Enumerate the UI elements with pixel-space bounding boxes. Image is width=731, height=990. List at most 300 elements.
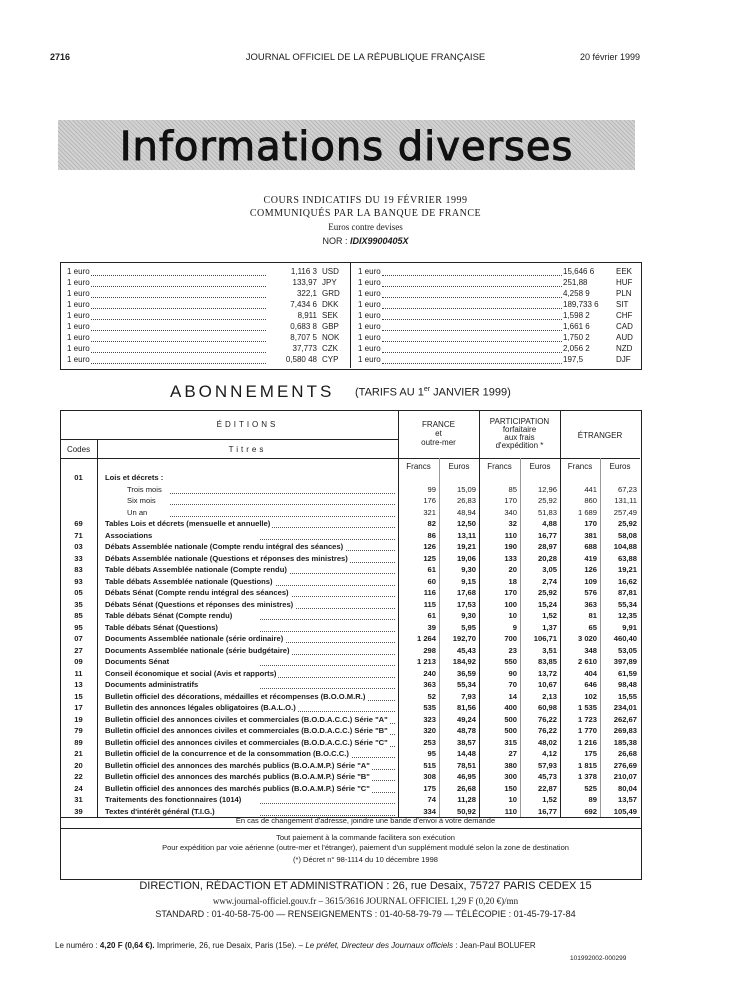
row-value: 12,35 [617,611,637,620]
row-code: 07 [74,634,83,643]
page-number: 2716 [50,52,71,62]
tarif-post: JANVIER 1999) [430,386,511,399]
row-value: 90 [508,668,517,678]
row-value: 74 [427,795,436,804]
table-row [60,554,640,564]
row-value: 53,05 [617,645,637,655]
rate-leader [382,319,562,320]
note-changement: En cas de changement d'adresse, joindre une bande d'envoi à votre demande [235,816,496,825]
row-leader [260,665,395,666]
row-value: 57,93 [537,760,557,770]
nor-value: IDIX9900405X [349,236,409,246]
rate-currency: EEK [616,267,633,276]
rate-leader [382,341,562,342]
row-title: Débats Sénat (Questions et réponses des ministres) [105,599,294,609]
row-value: 2,13 [542,691,557,701]
rate-currency: USD [322,267,339,276]
row-value: 61,59 [617,668,637,678]
row-value: 22,87 [537,783,557,793]
row-value: 500 [504,726,517,735]
row-code: 95 [74,622,83,632]
row-value: 190 [504,542,517,551]
rate-unit: 1 euro [358,322,381,331]
rate-row-left [67,322,342,332]
row-value: 61 [427,611,436,620]
cours-subtitle: COMMUNIQUÉS PAR LA BANQUE DE FRANCE [249,208,482,219]
row-code: 83 [74,565,83,574]
row-value: 39 [427,622,436,632]
row-code: 79 [74,726,83,735]
rate-leader [91,363,266,364]
row-value: 348 [584,645,597,655]
rate-unit: 1 euro [67,278,90,287]
row-value: 234,01 [613,703,637,712]
table-row [60,473,640,483]
row-code: 31 [74,795,83,804]
table-row [60,519,640,529]
rate-unit: 1 euro [67,333,90,342]
row-value: 308 [423,772,436,781]
row-leader [260,803,395,804]
row-value: 126 [584,565,597,574]
row-value: 26,83 [456,496,476,505]
journal-title: JOURNAL OFFICIEL DE LA RÉPUBLIQUE FRANÇAISE [245,52,486,63]
table-row [60,749,640,759]
row-value: 550 [504,657,517,666]
row-value: 688 [584,542,597,551]
row-value: 2 610 [577,657,597,666]
row-value: 2,74 [542,576,557,586]
row-value: 13,11 [457,530,476,540]
row-code: 35 [74,599,83,609]
row-value: 10 [508,795,517,804]
row-value: 98,48 [617,680,637,689]
row-value: 9 [512,622,517,632]
rate-currency: CHF [616,311,633,320]
direction-web: www.journal-officiel.gouv.fr – 3615/3616 JOURNAL OFFICIEL 1,29 F (0,20 €)/mn [212,896,519,906]
row-value: 76,22 [537,714,557,724]
cours-title: COURS INDICATIFS DU 19 FÉVRIER 1999 [263,195,468,206]
row-line-sub [398,458,640,459]
sub-francs-3: Francs [567,462,593,471]
rate-currency: DJF [616,355,631,364]
row-value: 184,92 [452,657,476,666]
row-value: 240 [423,668,436,678]
row-title: Débats Sénat (Compte rendu intégral des séances) [105,588,289,597]
table-row [60,807,640,817]
footer-rest: Imprimerie, 26, rue Desaix, Paris (15e). – [154,941,306,950]
row-value: 63,88 [617,553,637,563]
rate-value: 7,434 6 [290,300,317,309]
header-part-l2: forfaitaire [502,425,537,434]
table-row [60,634,640,644]
table-row [60,646,640,656]
row-value: 51,83 [537,507,557,517]
rate-row-left [67,289,342,299]
row-title: Table débats Assemblée nationale (Questions) [105,576,273,586]
rate-row-right [358,311,633,321]
rate-currency: CZK [322,344,338,353]
table-row [60,680,640,690]
rate-value: 1,116 3 [290,267,317,276]
row-value: 400 [504,703,517,712]
row-value: 1,52 [542,795,557,804]
row-value: 363 [584,599,597,609]
header-titres: Titres [228,445,267,454]
row-code: 01 [74,473,83,482]
row-value: 12,96 [537,484,557,494]
row-leader [260,539,395,540]
row-title: Débats Assemblée nationale (Compte rendu intégral des séances) [105,542,344,551]
rate-currency: CYP [322,355,339,364]
row-value: 89 [588,795,597,804]
row-value: 19,06 [456,553,476,563]
row-title: Associations [105,530,153,540]
footer-label: Le numéro : [55,941,100,950]
header-etranger: ÉTRANGER [577,431,623,440]
row-value: 150 [504,783,517,793]
row-value: 175 [423,783,436,793]
row-value: 700 [504,634,517,643]
row-value: 70 [508,680,517,689]
rate-currency: PLN [616,289,632,298]
row-value: 10,67 [537,680,557,689]
row-value: 76,22 [537,726,557,735]
row-code: 13 [74,680,83,689]
rate-leader [91,286,266,287]
row-value: 15,24 [537,599,557,609]
rate-leader [91,352,266,353]
row-value: 95 [427,749,436,758]
row-value: 25,92 [537,588,557,597]
row-value: 17,53 [456,599,476,609]
rate-unit: 1 euro [67,355,90,364]
rate-row-right [358,267,633,277]
row-value: 131,11 [614,496,637,505]
row-code: 21 [74,749,83,758]
row-code: 39 [74,806,83,816]
rates-divider [350,262,351,368]
row-value: 25,92 [537,496,557,505]
row-title: Bulletin officiel des annonces des marchés publics (B.O.A.M.P.) Série "A" [105,760,370,770]
row-value: 61 [427,565,436,574]
row-value: 175 [584,749,597,758]
direction-address: DIRECTION, RÉDACTION ET ADMINISTRATION : 26, rue Desaix, 75727 PARIS CEDEX 15 [139,880,592,892]
rate-currency: GRD [322,289,340,298]
rate-leader [382,297,562,298]
rate-unit: 1 euro [358,278,381,287]
header-codes: Codes [66,445,91,454]
rate-value: 197,5 [563,355,584,364]
rate-row-left [67,300,342,310]
row-value: 363 [423,680,436,689]
rate-value: 0,580 48 [285,355,317,364]
row-value: 315 [504,737,517,747]
rate-currency: SIT [616,300,629,309]
row-code: 05 [74,588,83,597]
banner [58,120,635,170]
row-leader [170,493,395,494]
rate-row-left [67,267,342,277]
row-code: 20 [74,760,83,770]
row-value: 12,50 [456,519,476,528]
row-value: 515 [423,760,436,770]
row-value: 262,67 [613,714,637,724]
row-value: 52 [427,691,436,701]
row-code: 22 [74,772,83,781]
row-value: 13,72 [537,668,557,678]
table-row [60,600,640,610]
row-value: 102 [584,691,597,701]
row-code: 11 [74,668,83,678]
row-value: 14,48 [456,749,476,758]
rate-value: 1,661 6 [563,322,590,331]
header-part-l1: PARTICIPATION [489,417,550,426]
rate-value: 1,598 2 [563,311,590,320]
row-title: Bulletin officiel des annonces civiles et commerciales (B.O.D.A.C.C.) Série "A" [105,714,388,724]
row-value: 45,43 [456,645,476,655]
row-title: Documents administratifs [105,680,199,689]
row-value: 81,56 [456,703,476,712]
row-title: Textes d'intérêt général (T.I.G.) [105,806,215,816]
row-value: 26,68 [456,783,476,793]
row-value: 1 264 [416,634,436,643]
table-row [60,496,640,506]
row-value: 860 [584,496,597,505]
row-value: 170 [504,496,517,505]
row-value: 11,28 [457,795,476,804]
rate-unit: 1 euro [67,300,90,309]
rate-leader [382,352,562,353]
table-row [60,795,640,805]
note-paiement: Tout paiement à la commande facilitera son exécution [276,833,455,842]
row-value: 320 [423,726,436,735]
row-value: 1 723 [577,714,597,724]
rate-currency: JPY [322,278,337,287]
rate-value: 1,750 2 [563,333,590,342]
abonnements-title: ABONNEMENTS [170,382,335,401]
row-code: 09 [74,657,83,666]
sub-euros-3: Euros [609,462,631,471]
table-row [60,542,640,552]
row-value: 1 213 [416,657,436,666]
row-title: Un an [127,507,148,517]
row-value: 86 [427,530,436,540]
cours-caption: Euros contre devises [328,222,403,232]
row-value: 397,89 [613,657,637,666]
row-value: 1 535 [577,703,597,712]
header-part-l4: d'expédition * [495,441,544,450]
rate-row-right [358,289,633,299]
row-value: 78,51 [456,760,476,770]
rate-row-left [67,355,342,365]
row-value: 192,70 [452,634,476,643]
row-value: 10 [508,611,517,620]
row-value: 16,77 [537,530,557,540]
rate-currency: AUD [616,333,633,342]
rate-unit: 1 euro [358,289,381,298]
row-value: 83,85 [537,657,557,666]
row-code: 85 [74,611,83,620]
row-value: 381 [584,530,597,540]
rate-unit: 1 euro [67,267,90,276]
rate-row-left [67,344,342,354]
row-value: 646 [584,680,597,689]
rate-currency: DKK [322,300,339,309]
row-value: 460,40 [613,634,637,643]
row-value: 38,57 [456,737,476,747]
row-value: 692 [584,806,597,816]
row-value: 1,37 [542,622,557,632]
rate-leader [382,363,562,364]
row-title: Conseil économique et social (Avis et rapports) [105,668,277,678]
table-row [60,531,640,541]
row-value: 15,09 [456,484,476,494]
row-value: 48,78 [456,726,476,735]
row-value: 1,52 [542,611,557,620]
rate-leader [382,330,562,331]
rate-currency: SEK [322,311,339,320]
row-value: 126 [423,542,436,551]
rate-currency: NZD [616,344,633,353]
table-row [60,761,640,771]
row-value: 116 [423,588,436,597]
table-row [60,588,640,598]
rate-unit: 1 euro [358,300,381,309]
row-title: Bulletin des annonces légales obligatoires (B.A.L.O.) [105,703,296,712]
row-value: 334 [423,806,436,816]
row-value: 19,21 [456,542,476,551]
row-value: 36,59 [456,668,476,678]
table-row [60,611,640,621]
row-title: Table débats Sénat (Compte rendu) [105,611,233,620]
row-code: 15 [74,691,83,701]
rate-unit: 1 euro [358,355,381,364]
row-value: 340 [504,507,517,517]
row-value: 210,07 [613,772,637,781]
rate-unit: 1 euro [67,311,90,320]
row-value: 269,83 [613,726,637,735]
row-value: 27 [508,749,517,758]
rate-leader [91,341,266,342]
row-value: 133 [504,553,517,563]
rate-value: 251,88 [563,278,588,287]
row-value: 525 [584,783,597,793]
row-value: 28,97 [537,542,557,551]
footer-name: : Jean-Paul BOLUFER [452,941,536,950]
rate-unit: 1 euro [358,311,381,320]
row-title: Lois et décrets : [105,473,164,482]
row-title: Table débats Sénat (Questions) [105,622,218,632]
row-value: 15,55 [617,691,637,701]
footer-prefet: Le préfet, Directeur des Journaux officiels [305,941,453,950]
row-leader [260,631,395,632]
row-value: 1 689 [577,507,597,517]
rate-row-right [358,355,633,365]
nor-reference [0,236,731,246]
table-row [60,669,640,679]
row-value: 125 [423,553,436,563]
row-value: 1 216 [577,737,597,747]
row-value: 55,34 [456,680,476,689]
row-value: 300 [504,772,517,781]
header-france-l3: outre-mer [421,438,456,447]
table-row [60,715,640,725]
row-value: 9,91 [622,622,637,632]
rate-value: 133,97 [292,278,317,287]
row-value: 115 [423,599,436,609]
rate-value: 15,646 6 [563,267,595,276]
row-leader [260,585,395,586]
row-value: 576 [584,588,597,597]
row-value: 48,94 [456,507,476,517]
row-value: 253 [423,737,436,747]
rate-currency: CAD [616,322,633,331]
row-value: 85 [508,484,517,494]
note-expedition: Pour expédition par voie aérienne (outre-mer et l'étranger), paiement d'un supplément modulé selon la zone de destination [162,843,569,852]
table-row [60,657,640,667]
row-value: 20,28 [537,553,557,563]
rate-leader [382,286,562,287]
row-value: 55,34 [617,599,637,609]
row-value: 49,24 [456,714,476,724]
table-row [60,565,640,575]
rate-currency: NOK [322,333,340,342]
row-value: 16,77 [537,806,557,816]
sub-francs-2: Francs [487,462,512,471]
header-france-l2: et [435,429,442,438]
note-decret: (*) Décret n° 98-1114 du 10 décembre 1998 [293,855,438,864]
row-leader [260,527,395,528]
table-row [60,784,640,794]
row-value: 67,23 [617,484,637,494]
row-title: Bulletin officiel de la concurrence et de la consommation (B.O.C.C.) [105,749,349,758]
row-title: Bulletin officiel des annonces des marchés publics (B.O.A.M.P.) Série "C" [105,783,370,793]
row-value: 25,92 [617,519,637,528]
rate-value: 8,707 5 [290,333,317,342]
issue-date: 20 février 1999 [579,52,640,62]
rate-unit: 1 euro [358,333,381,342]
row-value: 380 [504,760,517,770]
tarif-sup: er [423,386,431,393]
row-title: Bulletin officiel des annonces des marchés publics (B.O.A.M.P.) Série "B" [105,772,370,781]
row-code: 93 [74,576,83,586]
row-value: 441 [584,484,597,494]
row-value: 9,30 [461,565,476,574]
rate-unit: 1 euro [67,322,90,331]
row-title: Documents Assemblée nationale (série budgétaire) [105,645,290,655]
row-value: 500 [504,714,517,724]
row-value: 99 [427,484,436,494]
rate-row-right [358,300,633,310]
row-code: 03 [74,542,83,551]
row-value: 185,38 [613,737,637,747]
table-row [60,508,640,518]
rate-leader [91,275,266,276]
table-row [60,623,640,633]
rate-row-right [358,344,633,354]
rate-value: 8,911 [297,311,317,320]
rate-value: 322,1 [296,289,317,298]
row-value: 257,49 [613,507,637,517]
row-value: 110 [504,806,517,816]
nor-label: NOR : [322,236,350,246]
row-value: 404 [584,668,597,678]
row-code: 24 [74,783,83,793]
row-value: 48,02 [537,737,557,747]
footer-code: 101992002-000299 [570,955,627,962]
row-title: Tables Lois et décrets (mensuelle et annuelle) [105,519,271,528]
